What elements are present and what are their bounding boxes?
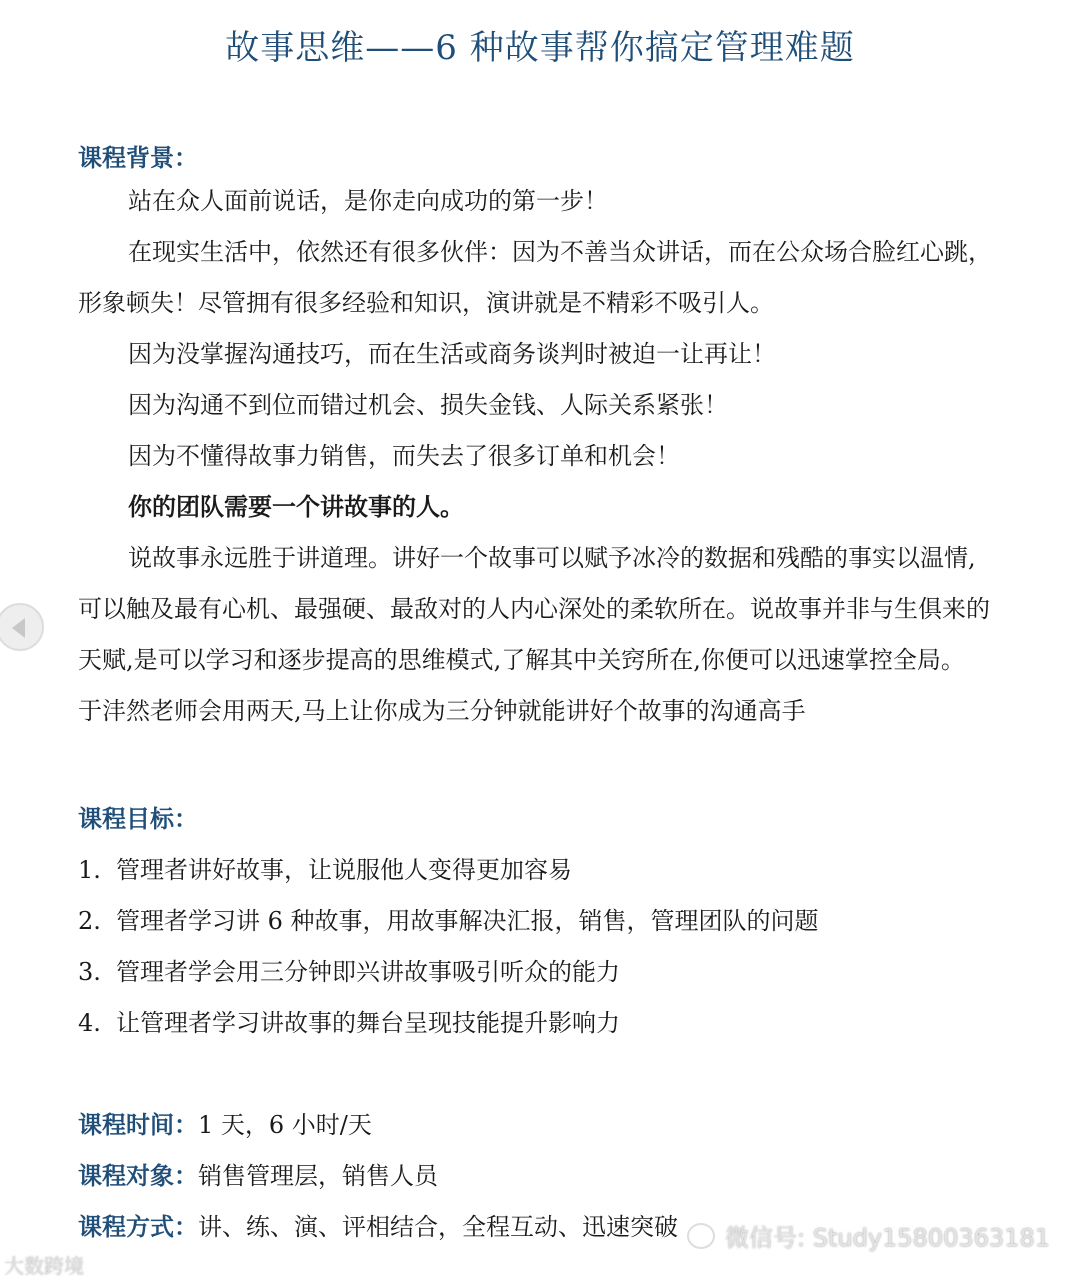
course-method-value: 讲、练、演、评相结合，全程互动、迅速突破 xyxy=(198,1213,678,1241)
background-emphasis: 你的团队需要一个讲故事的人。 xyxy=(128,492,464,521)
previous-page-button[interactable] xyxy=(0,603,44,651)
goal-item xyxy=(78,1003,620,1038)
goal-text: 管理者讲好故事，让说服他人变得更加容易 xyxy=(116,856,572,884)
background-paragraph: 天赋,是可以学习和逐步提高的思维模式,了解其中关窍所在,你便可以迅速掌控全局。 xyxy=(78,646,965,674)
chevron-left-icon xyxy=(12,618,25,638)
wechat-icon xyxy=(687,1223,715,1249)
course-time-label: 课程时间： xyxy=(78,1110,198,1139)
background-paragraph: 形象顿失！尽管拥有很多经验和知识，演讲就是不精彩不吸引人。 xyxy=(78,289,774,317)
goal-number: 2. xyxy=(78,907,101,935)
goal-text: 管理者学习讲 6 种故事，用故事解决汇报，销售，管理团队的问题 xyxy=(116,907,819,935)
background-paragraph: 站在众人面前说话，是你走向成功的第一步！ xyxy=(128,187,608,215)
course-audience-value: 销售管理层，销售人员 xyxy=(198,1162,438,1190)
goal-text: 管理者学会用三分钟即兴讲故事吸引听众的能力 xyxy=(116,958,620,986)
background-paragraph: 在现实生活中，依然还有很多伙伴：因为不善当众讲话，而在公众场合脸红心跳， xyxy=(128,238,992,266)
background-paragraph: 因为不懂得故事力销售，而失去了很多订单和机会！ xyxy=(128,442,680,470)
course-method-label: 课程方式： xyxy=(78,1212,198,1241)
background-paragraph: 因为沟通不到位而错过机会、损失金钱、人际关系紧张！ xyxy=(128,391,728,419)
goal-item xyxy=(78,952,620,987)
course-audience-label: 课程对象： xyxy=(78,1161,198,1190)
background-paragraph: 说故事永远胜于讲道理。讲好一个故事可以赋予冰冷的数据和残酷的事实以温情, xyxy=(128,544,976,572)
goal-item xyxy=(78,901,819,936)
background-paragraph: 于沣然老师会用两天,马上让你成为三分钟就能讲好个故事的沟通高手 xyxy=(78,697,806,725)
background-paragraph: 可以触及最有心机、最强硬、最敌对的人内心深处的柔软所在。说故事并非与生俱来的 xyxy=(78,595,990,623)
goal-text: 让管理者学习讲故事的舞台呈现技能提升影响力 xyxy=(116,1009,620,1037)
goal-number: 3. xyxy=(78,958,101,986)
goals-heading: 课程目标： xyxy=(78,804,198,833)
watermark-right-text: 微信号: Study15800363181 xyxy=(725,1224,1050,1252)
background-heading: 课程背景： xyxy=(78,143,198,172)
watermark-left: 大数跨境 xyxy=(4,1254,84,1278)
page-title: 故事思维——6 种故事帮你搞定管理难题 xyxy=(225,28,855,68)
course-time xyxy=(78,1105,372,1140)
course-method xyxy=(78,1207,678,1242)
course-audience xyxy=(78,1156,438,1191)
background-paragraph: 因为没掌握沟通技巧，而在生活或商务谈判时被迫一让再让！ xyxy=(128,340,776,368)
goal-number: 4. xyxy=(78,1009,101,1037)
watermark-right xyxy=(687,1218,1050,1253)
goal-number: 1. xyxy=(78,856,101,884)
goal-item xyxy=(78,850,572,885)
course-time-value: 1 天，6 小时/天 xyxy=(198,1111,372,1139)
